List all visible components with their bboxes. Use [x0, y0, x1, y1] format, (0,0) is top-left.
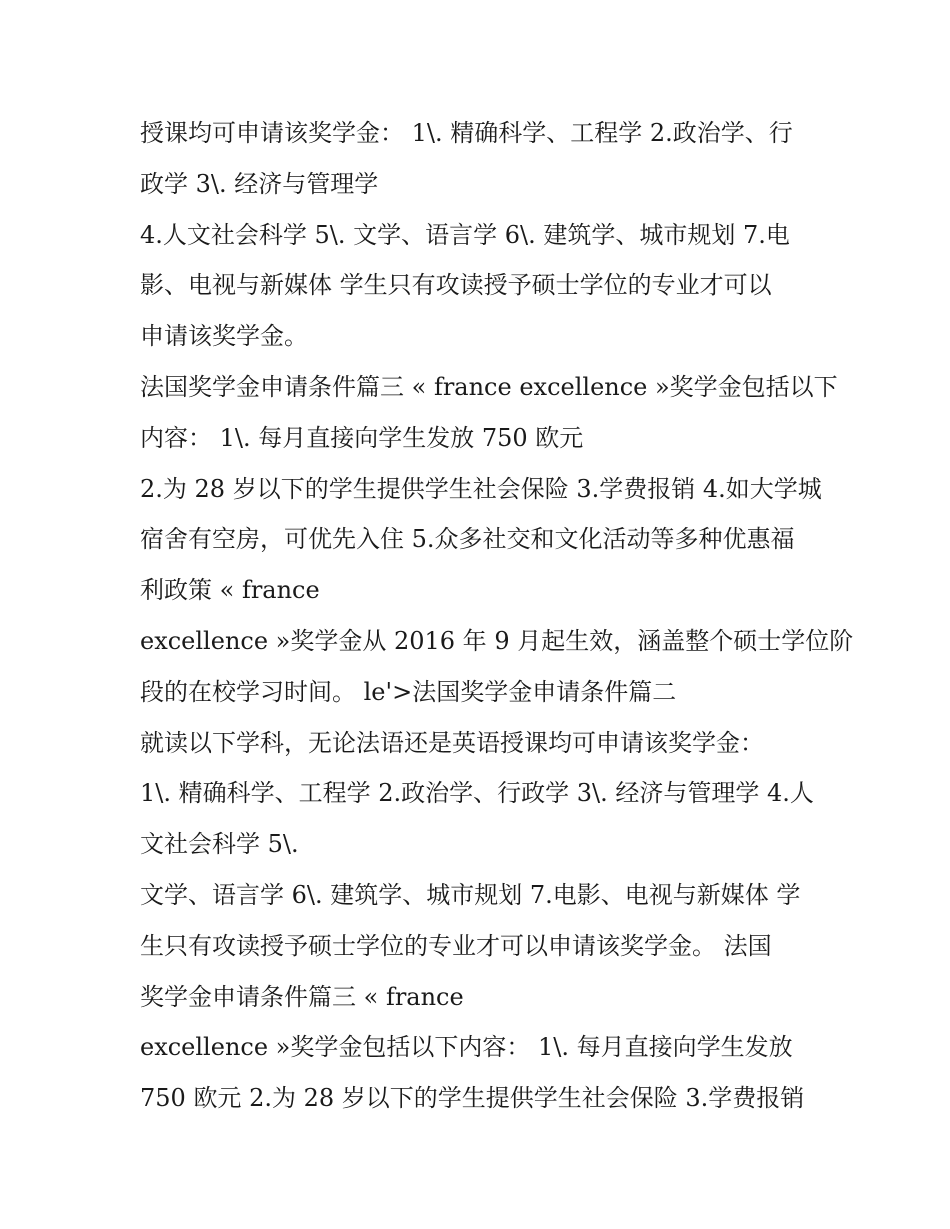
- text-line: 利政策 « france: [140, 576, 320, 605]
- text-line: 影、电视与新媒体 学生只有攻读授予硕士学位的专业才可以: [140, 271, 772, 300]
- text-line: 2.为 28 岁以下的学生提供学生社会保险 3.学费报销 4.如大学城: [140, 474, 822, 503]
- text-line: 750 欧元 2.为 28 岁以下的学生提供学生社会保险 3.学费报销: [140, 1084, 805, 1113]
- text-line: 文学、语言学 6\. 建筑学、城市规划 7.电影、电视与新媒体 学: [140, 880, 801, 909]
- text-line: excellence »奖学金包括以下内容： 1\. 每月直接向学生发放: [140, 1033, 793, 1062]
- text-line: 生只有攻读授予硕士学位的专业才可以申请该奖学金。 法国: [140, 931, 772, 960]
- text-line: 段的在校学习时间。 le'>法国奖学金申请条件篇二: [140, 677, 677, 706]
- text-line: 法国奖学金申请条件篇三 « france excellence »奖学金包括以下: [140, 372, 838, 401]
- text-line: 4.人文社会科学 5\. 文学、语言学 6\. 建筑学、城市规划 7.电: [140, 220, 790, 249]
- text-line: 申请该奖学金。: [140, 322, 308, 351]
- text-line: 就读以下学科，无论法语还是英语授课均可申请该奖学金：: [140, 728, 764, 757]
- text-line: 奖学金申请条件篇三 « france: [140, 982, 464, 1011]
- text-line: 政学 3\. 经济与管理学: [140, 169, 379, 198]
- text-line: 授课均可申请该奖学金： 1\. 精确科学、工程学 2.政治学、行: [140, 119, 793, 147]
- text-line: excellence »奖学金从 2016 年 9 月起生效，涵盖整个硕士学位阶: [140, 626, 854, 655]
- text-line: 内容： 1\. 每月直接向学生发放 750 欧元: [140, 423, 584, 452]
- text-line: 1\. 精确科学、工程学 2.政治学、行政学 3\. 经济与管理学 4.人: [140, 779, 814, 808]
- document-body: [140, 108, 854, 1124]
- text-line: 宿舍有空房，可优先入住 5.众多社交和文化活动等多种优惠福: [140, 525, 795, 554]
- text-line: 文社会科学 5\.: [140, 830, 299, 859]
